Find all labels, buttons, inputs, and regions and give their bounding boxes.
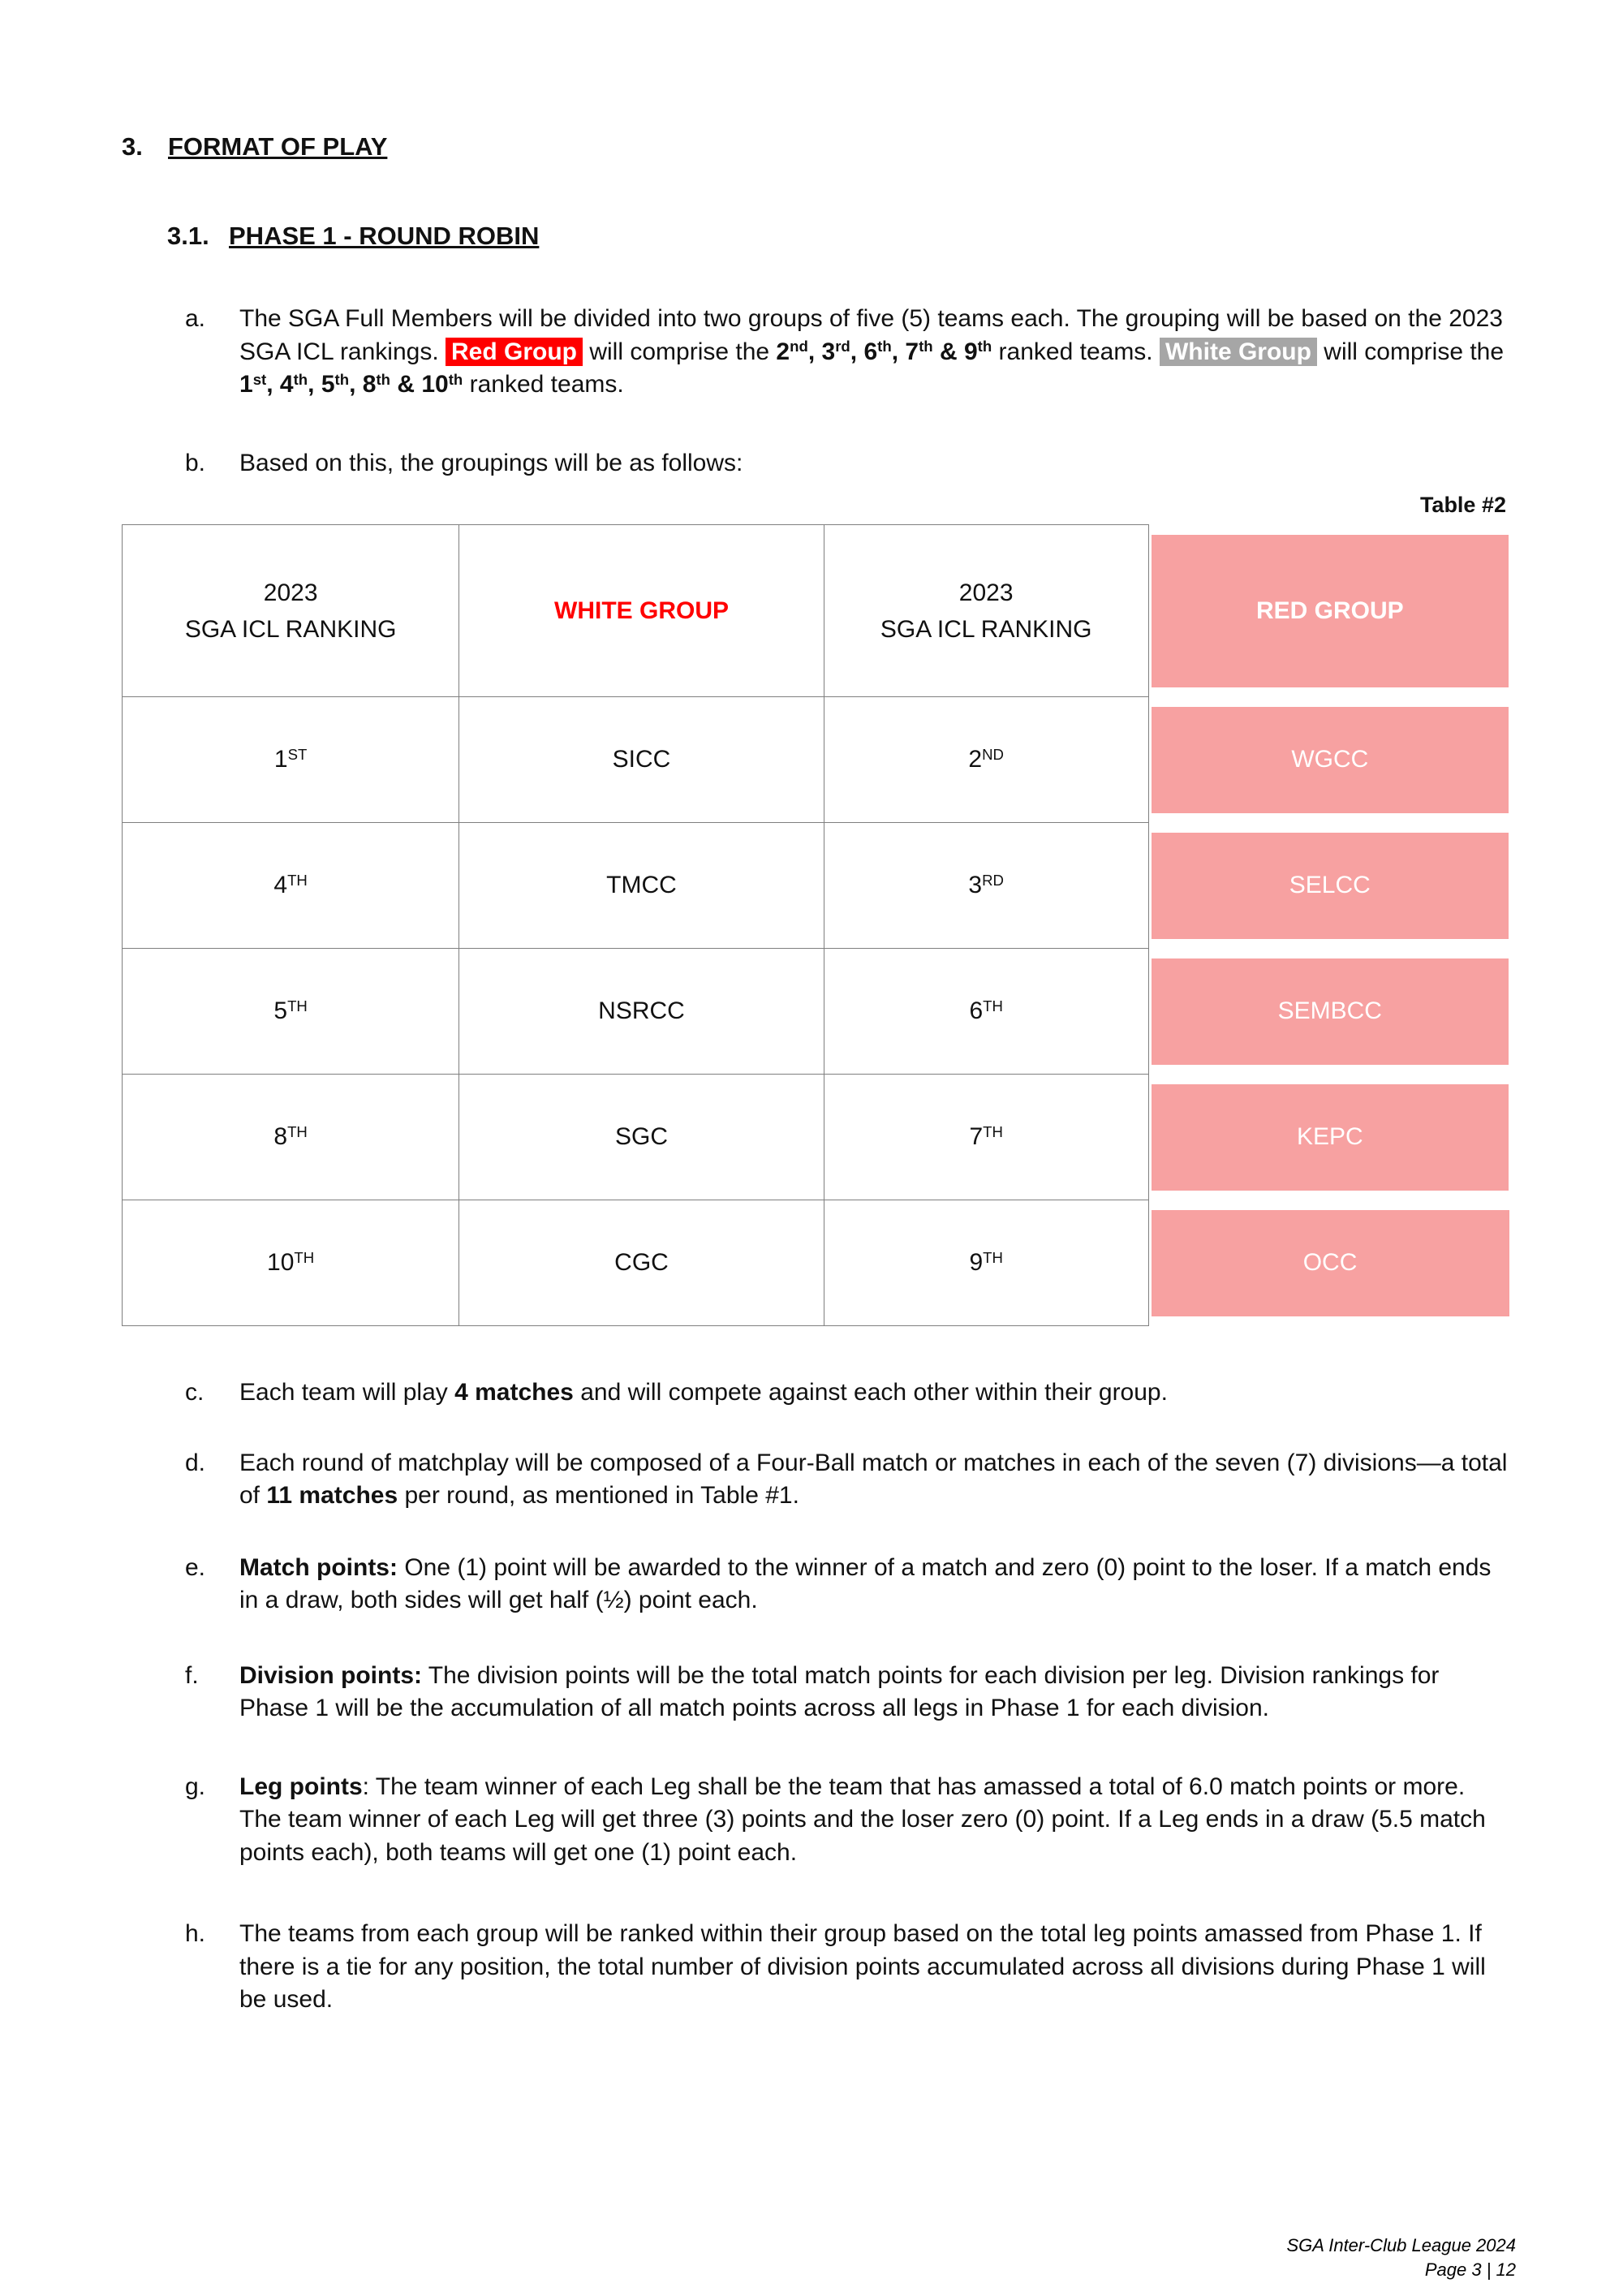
table-row	[123, 949, 1509, 1075]
white-rank-cell: 5TH	[123, 949, 459, 1075]
red-team-cell	[1148, 949, 1509, 1075]
item-letter: b.	[185, 449, 206, 476]
subsection-heading	[167, 222, 1509, 251]
subsection-number: 3.1.	[167, 222, 209, 250]
subsection-title: PHASE 1 - ROUND ROBIN	[229, 222, 540, 250]
red-rank-cell: 2ND	[824, 697, 1148, 823]
section-number: 3.	[122, 132, 143, 161]
item-text: Leg points: The team winner of each Leg shall be the team that has amassed a total of 6.0 match points or more. The team winner of each Leg will get three (3) points and the loser zero (0) point. If a Leg ends in a draw (5.5 match points each), both teams will get one (1) point each.	[239, 1773, 1486, 1866]
item-text: Match points: One (1) point will be awarded to the winner of a match and zero (0) point to the loser. If a match ends in a draw, both sides will get half (½) point each.	[239, 1553, 1492, 1613]
white-team-cell: SICC	[459, 697, 824, 823]
item-letter: c.	[185, 1379, 204, 1406]
white-rank-cell: 4TH	[123, 823, 459, 949]
header-cell-white-group: WHITE GROUP	[459, 525, 824, 697]
red-team-label: WGCC	[1152, 707, 1509, 813]
white-team-cell: SGC	[459, 1075, 824, 1200]
table-row	[123, 1075, 1509, 1200]
paragraph-e	[122, 1552, 1509, 1618]
section-title: FORMAT OF PLAY	[168, 132, 388, 161]
item-text: The teams from each group will be ranked within their group based on the total leg points amassed from Phase 1. If there is a tie for any position, the total number of division points accumulated across all divisions during Phase 1 will be used.	[239, 1920, 1486, 2013]
red-team-label: KEPC	[1152, 1084, 1509, 1191]
white-rank-cell: 8TH	[123, 1075, 459, 1200]
item-text: Each round of matchplay will be composed of a Four-Ball match or matches in each of the seven (7) divisions—a total of 11 matches per round, as mentioned in Table #1.	[239, 1449, 1508, 1509]
white-team-cell: CGC	[459, 1200, 824, 1326]
page-footer	[1286, 2234, 1516, 2281]
red-team-cell	[1148, 1075, 1509, 1200]
white-rank-cell: 1ST	[123, 697, 459, 823]
table-header-row	[123, 525, 1509, 697]
table-caption: Table #2	[1419, 493, 1506, 517]
paragraph-f	[122, 1660, 1509, 1725]
white-team-cell: TMCC	[459, 823, 824, 949]
header-cell-ranking-left	[123, 525, 459, 697]
item-text: The SGA Full Members will be divided into two groups of five (5) teams each. The grouping will be based on the 2023 SGA ICL rankings. Red Group will comprise the 2nd, 3rd, 6th, 7th & 9th ranked teams. White Group will comprise the 1st, 4th, 5th, 8th & 10th ranked teams.	[239, 305, 1505, 398]
red-team-label: OCC	[1152, 1210, 1509, 1316]
red-group-header-label: RED GROUP	[1152, 535, 1509, 687]
red-team-label: SELCC	[1152, 833, 1509, 939]
paragraph-g	[122, 1771, 1509, 1870]
item-letter: f.	[185, 1661, 199, 1689]
item-letter: g.	[185, 1773, 206, 1800]
red-team-label: SEMBCC	[1152, 958, 1509, 1065]
paragraph-d	[122, 1447, 1509, 1513]
item-letter: d.	[185, 1449, 206, 1476]
header-line: SGA ICL RANKING	[880, 615, 1092, 643]
header-cell-ranking-right	[824, 525, 1148, 697]
paragraph-c	[122, 1376, 1509, 1410]
red-team-cell	[1148, 697, 1509, 823]
red-rank-cell: 9TH	[824, 1200, 1148, 1326]
red-rank-cell: 6TH	[824, 949, 1148, 1075]
footer-document-title: SGA Inter-Club League 2024	[1286, 2235, 1516, 2255]
groups-table	[122, 524, 1509, 1326]
item-text: Division points: The division points will be the total match points for each division per leg. Division rankings for Phase 1 will be the accumulation of all match points across all legs in Phase 1 for each division.	[239, 1661, 1440, 1721]
header-line: 2023	[263, 579, 318, 606]
header-line: SGA ICL RANKING	[184, 615, 397, 643]
item-letter: h.	[185, 1920, 206, 1947]
red-team-cell	[1148, 823, 1509, 949]
white-rank-cell: 10TH	[123, 1200, 459, 1326]
footer-page-number: Page 3 | 12	[1424, 2259, 1516, 2280]
paragraph-h	[122, 1918, 1509, 2017]
paragraph-a	[122, 303, 1509, 402]
red-team-cell	[1148, 1200, 1509, 1326]
item-letter: e.	[185, 1553, 206, 1581]
table-row	[123, 1200, 1509, 1326]
table-row	[123, 697, 1509, 823]
section-heading	[122, 132, 1509, 162]
red-rank-cell: 7TH	[824, 1075, 1148, 1200]
red-rank-cell: 3RD	[824, 823, 1148, 949]
header-line: 2023	[958, 579, 1014, 606]
item-text: Based on this, the groupings will be as follows:	[239, 449, 743, 476]
item-text: Each team will play 4 matches and will compete against each other within their group.	[239, 1379, 1168, 1406]
item-letter: a.	[185, 305, 206, 332]
header-cell-red-group	[1148, 525, 1509, 697]
paragraph-b	[122, 447, 1509, 480]
white-team-cell: NSRCC	[459, 949, 824, 1075]
table-row	[123, 823, 1509, 949]
